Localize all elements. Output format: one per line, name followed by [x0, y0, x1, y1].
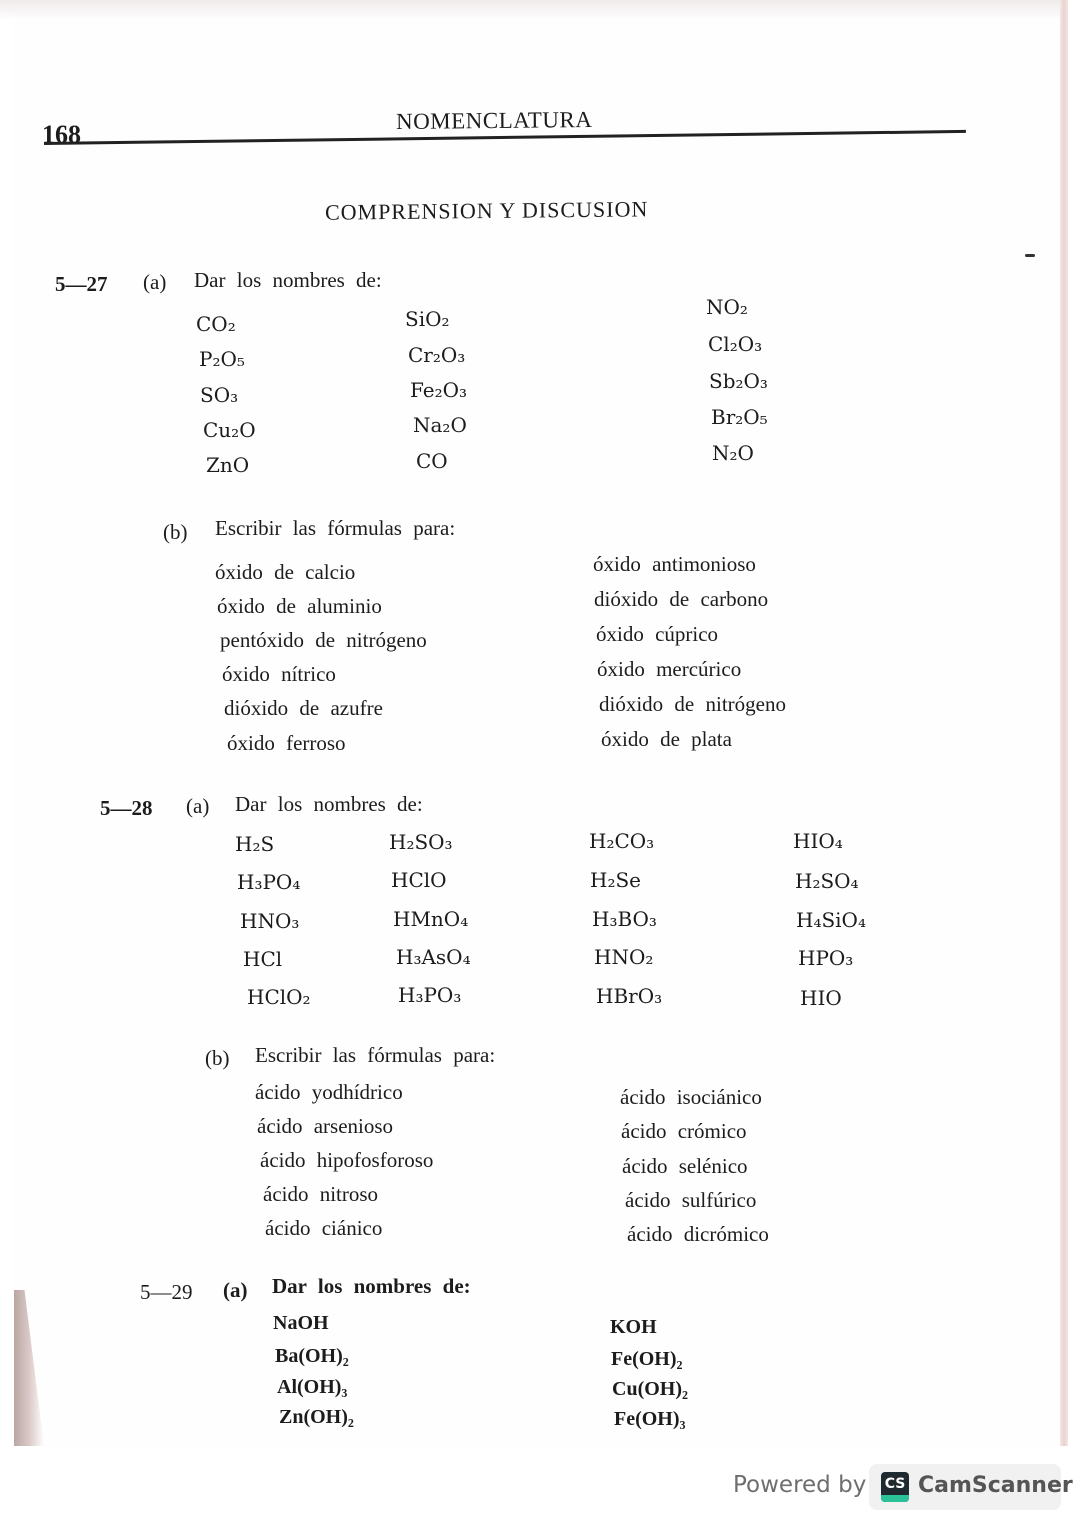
formula: H₃AsO₄ — [396, 945, 471, 969]
part-label: (b) — [163, 520, 188, 544]
formula: H₂S — [235, 832, 275, 856]
formula: CO₂ — [196, 312, 236, 336]
compound-name: ácido sulfúrico — [625, 1188, 757, 1212]
compound-name: óxido mercúrico — [597, 657, 742, 681]
compound-name: óxido de calcio — [215, 560, 356, 584]
camscanner-brand: CamScanner — [918, 1473, 1073, 1498]
formula: Fe₂O₃ — [410, 378, 468, 402]
part-label: (a) — [186, 794, 210, 818]
formula: HPO₃ — [798, 946, 854, 970]
formula: H₂Se — [590, 868, 641, 892]
page-right-edge — [1060, 0, 1068, 1446]
part-prompt: Escribir las fórmulas para: — [215, 516, 456, 540]
formula: H₃PO₃ — [398, 983, 462, 1007]
formula: NaOH — [273, 1312, 329, 1334]
formula: H₄SiO₄ — [796, 908, 866, 932]
part-prompt: Dar los nombres de: — [235, 792, 423, 816]
formula: H₂CO₃ — [589, 829, 655, 853]
camscanner-badge — [869, 1464, 1073, 1510]
formula: H₂SO₃ — [389, 830, 453, 854]
formula: Fe(OH)₃ — [614, 1408, 686, 1430]
formula: NO₂ — [706, 295, 748, 319]
formula: Cr₂O₃ — [408, 343, 466, 367]
scan-top-edge — [0, 0, 1060, 20]
compound-name: dióxido de nitrógeno — [599, 692, 786, 716]
formula: HCl — [243, 947, 283, 971]
formula: HClO₂ — [247, 985, 311, 1009]
formula: Zn(OH)₂ — [279, 1406, 354, 1428]
formula: Al(OH)₃ — [277, 1376, 348, 1398]
formula: SO₃ — [200, 383, 239, 407]
exercise-number: 5—27 — [55, 272, 108, 296]
compound-name: ácido nitroso — [263, 1182, 379, 1206]
compound-name: ácido hipofosforoso — [260, 1148, 434, 1172]
part-prompt: Dar los nombres de: — [194, 268, 382, 292]
formula: Sb₂O₃ — [709, 369, 768, 393]
formula: HIO — [800, 986, 842, 1010]
part-label: (a) — [143, 270, 167, 294]
formula: Cu(OH)₂ — [612, 1378, 688, 1400]
formula: Cu₂O — [203, 418, 256, 442]
compound-name: óxido antimonioso — [593, 552, 756, 576]
part-label: (b) — [205, 1046, 230, 1070]
part-prompt: Dar los nombres de: — [272, 1274, 471, 1298]
formula: HNO₃ — [240, 909, 300, 933]
compound-name: dióxido de azufre — [224, 696, 383, 720]
compound-name: ácido dicrómico — [627, 1222, 769, 1246]
compound-name: ácido arsenioso — [257, 1114, 394, 1138]
formula: H₃PO₄ — [237, 870, 301, 894]
compound-name: ácido crómico — [621, 1119, 747, 1143]
compound-name: óxido ferroso — [227, 731, 346, 755]
compound-name: ácido isociánico — [620, 1085, 762, 1109]
formula: SiO₂ — [405, 307, 450, 331]
powered-by-text: Powered by — [733, 1472, 867, 1498]
compound-name: ácido yodhídrico — [255, 1080, 403, 1104]
formula: Ba(OH)₂ — [275, 1345, 349, 1367]
formula: H₃BO₃ — [592, 907, 657, 931]
formula: CO — [416, 449, 448, 473]
compound-name: óxido de plata — [601, 727, 732, 751]
formula: Br₂O₅ — [711, 405, 768, 429]
formula: P₂O₅ — [199, 347, 245, 371]
stray-mark — [1025, 254, 1035, 257]
formula: N₂O — [712, 441, 754, 465]
part-prompt: Escribir las fórmulas para: — [255, 1043, 496, 1067]
formula: HBrO₃ — [596, 984, 663, 1008]
formula: Fe(OH)₂ — [611, 1348, 683, 1370]
formula: KOH — [610, 1316, 657, 1338]
formula: HNO₂ — [594, 945, 654, 969]
formula: HMnO₄ — [393, 907, 469, 931]
formula: ZnO — [206, 453, 250, 477]
compound-name: óxido cúprico — [596, 622, 719, 646]
part-label: (a) — [223, 1278, 248, 1302]
page-number: 168 — [42, 120, 81, 149]
camscanner-logo-icon: CS — [881, 1472, 909, 1502]
compound-name: óxido nítrico — [222, 662, 336, 686]
running-title: NOMENCLATURA — [395, 106, 593, 135]
compound-name: ácido selénico — [622, 1154, 748, 1178]
formula: H₂SO₄ — [795, 869, 859, 893]
exercise-number: 5—29 — [140, 1280, 193, 1304]
formula: Na₂O — [413, 413, 467, 437]
formula: HClO — [391, 868, 447, 892]
compound-name: pentóxido de nitrógeno — [220, 628, 427, 652]
formula: HIO₄ — [793, 829, 843, 853]
compound-name: óxido de aluminio — [217, 594, 382, 618]
compound-name: ácido ciánico — [265, 1216, 383, 1240]
exercise-number: 5—28 — [100, 796, 153, 820]
formula: Cl₂O₃ — [708, 332, 763, 356]
section-title: COMPRENSION Y DISCUSION — [324, 196, 649, 225]
compound-name: dióxido de carbono — [594, 587, 769, 611]
